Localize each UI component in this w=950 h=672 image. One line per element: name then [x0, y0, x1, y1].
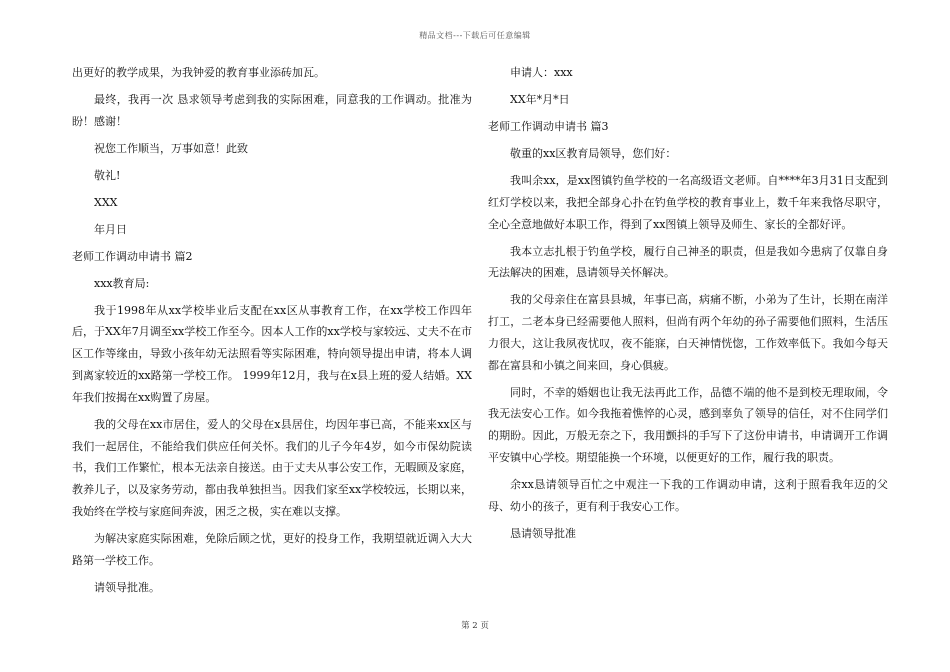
paragraph: 余xx恳请领导百忙之中观注一下我的工作调动申请，这利于照看我年迈的父母、幼小的孩子，更有利于我安心工作。 — [488, 478, 888, 513]
paragraph: 同时，不幸的婚姻也让我无法再此工作，品德不端的他不是到校无理取闹，令我无法安心工作。如今我拖着憔悴的心灵，感到辜负了领导的信任，对不住同学们的期盼。因此，万般无奈之下，我用颤抖的手写下了这份申请书，申请调开工作调平安镇中心学校。期望能换一个环境，以便更好的工作，履行我的职责。 — [488, 385, 888, 465]
paragraph: 敬礼! — [94, 168, 121, 182]
paragraph: 我的父母亲住在富县县城，年事已高，病痛不断，小弟为了生计，长期在南洋打工，二老本身已经需要他人照料，但尚有两个年幼的孙子需要他们照料，生活压力很大，这让我夙夜忧叹，夜不能寐，白天神情恍惚，工作效率低下。我如今每天都在富县和小镇之间来回，身心俱疲。 — [488, 293, 888, 372]
applicant-line: 申请人：xxx — [510, 66, 573, 79]
paragraph: 请领导批准。 — [94, 580, 160, 594]
paragraph: 出更好的教学成果，为我钟爱的教育事业添砖加瓦。 — [72, 66, 325, 79]
left-column — [72, 62, 472, 604]
section-title: 老师工作调动申请书 篇2 — [72, 249, 193, 263]
section-title: 老师工作调动申请书 篇3 — [488, 119, 609, 133]
paragraph: 我本立志扎根于钓鱼学校，履行自己神圣的职责，但是我如今患病了仅靠自身无法解决的困难，恳请领导关怀解决。 — [488, 244, 888, 280]
paragraph: 年月日 — [94, 222, 127, 236]
paragraph: 我叫余xx，是xx图镇钓鱼学校的一名高级语文老师。自****年3月31日支配到红灯学校以来，我把全部身心扑在钓鱼学校的教育事业上，数千年来我恪尽职守，全心全意地做好本职工作，得到了xx图镇上领导及师生、家长的全都好评。 — [488, 173, 888, 231]
date-line: XX年*月*日 — [510, 92, 570, 106]
paragraph: 我于1998年从xx学校毕业后支配在xx区从事教育工作，在xx学校工作四年后，于XX年7月调至xx学校工作至今。因本人工作的xx学校与家较远、丈夫不在市区工作等缘由，导致小孩年幼无法照看等实际困难，特向领导提出申请，将本人调到离家较近的xx路第一学校工作。 1999年12月，我与在x县上班的爱人结婚。XX年我们按揭在xx购置了房屋。 — [72, 303, 472, 404]
paragraph: XXX — [94, 195, 118, 209]
right-column — [488, 62, 888, 550]
paragraph: 恳请领导批准 — [510, 526, 576, 540]
salutation: 敬重的xx区教育局领导，您们好： — [510, 146, 677, 160]
paragraph: 为解决家庭实际困难，免除后顾之忧，更好的投身工作，我期望就近调入大大路第一学校工作。 — [72, 532, 472, 567]
salutation: xxx教育局: — [94, 276, 150, 290]
paragraph: 祝您工作顺当，万事如意！此致 — [94, 141, 248, 155]
paragraph: 我的父母在xx市居住，爱人的父母在x县居住，均因年事已高，不能来xx区与我们一起居住，不能给我们供应任何关怀。我们的儿子今年4岁，如今市保幼院读书，我们工作繁忙，根本无法亲自接送。由于丈夫从事公安工作，无暇顾及家庭，教养儿子，以及家务劳动，都由我单独担当。因我们家至xx学校较远，长期以来，我始终在学校与家庭间奔波，困乏之极，实在难以支撑。 — [72, 417, 472, 519]
page-number: 第 2 页 — [461, 621, 489, 631]
paragraph: 最终，我再一次 恳求领导考虑到我的实际困难，同意我的工作调动。批准为盼！感谢！ — [72, 92, 472, 128]
page-header-note: 精品文档---下载后可任意编辑 — [419, 31, 531, 40]
